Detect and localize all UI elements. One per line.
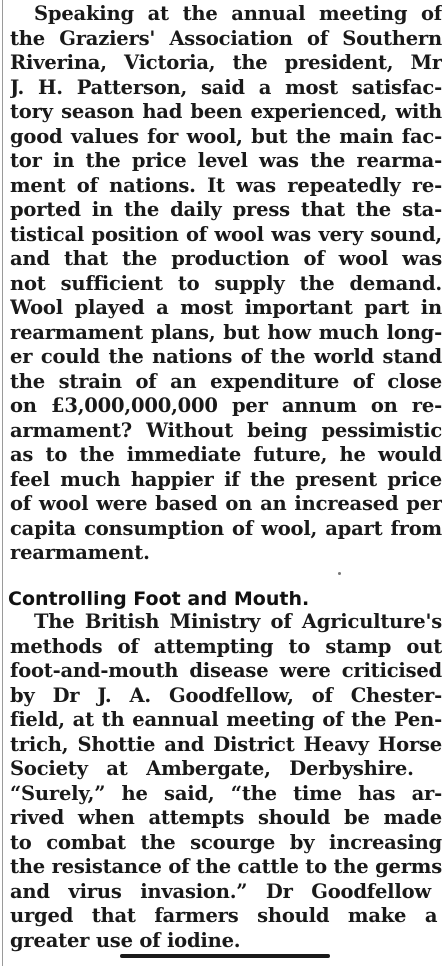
- article-end-rule: [120, 954, 330, 958]
- text-line: the Graziers' Association of Southern: [10, 26, 442, 50]
- text-line: er could the nations of the world stand: [10, 345, 442, 368]
- text-line: tistical position of wool was very sound,: [10, 222, 442, 246]
- text-line: rived when attempts should be made: [10, 806, 442, 829]
- text-line: rearmament.: [10, 541, 150, 564]
- text-line: not sufficient to supply the demand.: [10, 271, 442, 295]
- article-paragraph-1: [10, 2, 442, 566]
- text-line: the resistance of the cattle to the germs: [10, 855, 442, 878]
- text-line: good values for wool, but the main fac-: [10, 124, 442, 148]
- text-line: Riverina, Victoria, the president, Mr: [10, 51, 442, 74]
- text-line: urged that farmers should make a: [10, 904, 438, 927]
- print-speck: [338, 572, 341, 575]
- text-line: to combat the scourge by increasing: [10, 830, 442, 854]
- text-line: The British Ministry of Agriculture's: [34, 610, 442, 633]
- text-line: the strain of an expenditure of close: [10, 369, 442, 393]
- text-line: trich, Shottie and District Heavy Horse: [10, 732, 442, 756]
- text-line: capita consumption of wool, apart from: [10, 516, 442, 540]
- text-line: on £3,000,000,000 per annum on re-: [10, 394, 442, 417]
- text-line: “Surely,” he said, “the time has ar-: [10, 781, 442, 805]
- text-line: foot-and-mouth disease were criticised: [10, 659, 442, 682]
- text-line: Speaking at the annual meeting of: [34, 2, 442, 25]
- text-line: ment of nations. It was repeatedly re-: [10, 173, 442, 197]
- text-line: tory season had been experienced, with: [10, 100, 442, 123]
- article-paragraph-2: [10, 610, 442, 953]
- text-line: by Dr J. A. Goodfellow, of Chester-: [10, 683, 442, 707]
- text-line: rearmament plans, but how much long-: [10, 320, 442, 344]
- text-line: of wool were based on an increased per: [10, 492, 442, 515]
- text-line: as to the immediate future, he would: [10, 443, 442, 466]
- text-line: ported in the daily press that the sta-: [10, 198, 442, 221]
- text-line: feel much happier if the present price: [10, 467, 442, 491]
- column-rule: [2, 0, 3, 966]
- text-line: field, at th eannual meeting of the Pen-: [10, 708, 442, 731]
- text-line: armament? Without being pessimistic: [10, 418, 442, 442]
- text-line: J. H. Patterson, said a most satisfac-: [10, 75, 442, 99]
- text-line: methods of attempting to stamp out: [10, 634, 442, 658]
- text-line: Wool played a most important part in: [10, 296, 442, 319]
- section-heading: Controlling Foot and Mouth.: [8, 588, 310, 610]
- text-line: and virus invasion.” Dr Goodfellow: [10, 879, 431, 903]
- text-line: and that the production of wool was: [10, 247, 442, 270]
- text-line: tor in the price level was the rearma-: [10, 149, 442, 172]
- text-line: Society at Ambergate, Derbyshire.: [10, 757, 414, 780]
- text-line: greater use of iodine.: [10, 928, 241, 952]
